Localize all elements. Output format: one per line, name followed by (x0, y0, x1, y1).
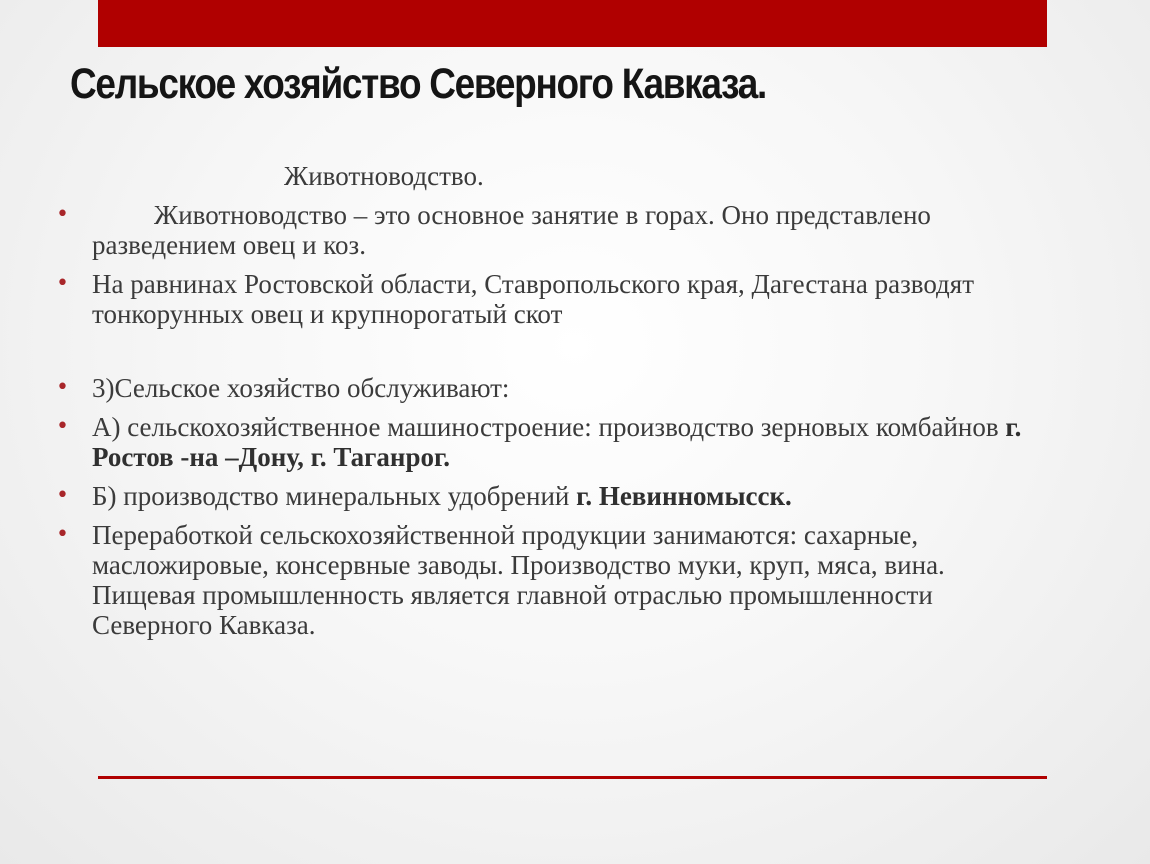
bullet-item-services-heading (56, 373, 1046, 403)
bullet-text: Животноводство – это основное занятие в горах. Оно представлено разведением овец и коз. (92, 200, 931, 260)
bullet-text: Б) производство минеральных удобрений (92, 481, 577, 511)
bullet-icon: • (56, 483, 69, 508)
top-accent-band (98, 0, 1047, 47)
bullet-text: Переработкой сельскохозяйственной продукции занимаются: сахарные, масложировые, консервные заводы. Производство муки, круп, мяса, вина. Пищевая промышленность является главной отраслью промышленности Северного Кавказа. (92, 520, 945, 640)
bottom-accent-rule (98, 776, 1047, 779)
bullet-text: А) сельскохозяйственное машиностроение: производство зерновых комбайнов (92, 412, 1006, 442)
bullet-item-food-processing (56, 520, 1046, 640)
section-subheading: Животноводство. (284, 161, 484, 191)
bullet-list (56, 200, 1046, 640)
slide-title: Сельское хозяйство Северного Кавказа. (70, 60, 766, 108)
bullet-icon: • (56, 202, 69, 227)
bullet-item-agri-machinery (56, 412, 1046, 472)
bullet-text: На равнинах Ростовской области, Ставропольского края, Дагестана разводят тонкорунных овец и крупнорогатый скот (92, 269, 975, 329)
bullet-icon: • (56, 271, 69, 296)
bullet-text: 3)Сельское хозяйство обслуживают: (92, 373, 510, 403)
bullet-city: г. Невинномысск. (576, 481, 792, 511)
bullet-item-livestock-plains (56, 269, 1046, 329)
bullet-icon: • (56, 414, 69, 439)
bullet-item-fertilizers (56, 481, 1046, 511)
slide-content (56, 156, 1046, 649)
bullet-item-livestock-mountains (56, 200, 1046, 260)
bullet-icon: • (56, 375, 69, 400)
bullet-icon: • (56, 522, 69, 547)
bullet-cities: г. Ростов -на –Дону, г. Таганрог. (92, 412, 1022, 472)
